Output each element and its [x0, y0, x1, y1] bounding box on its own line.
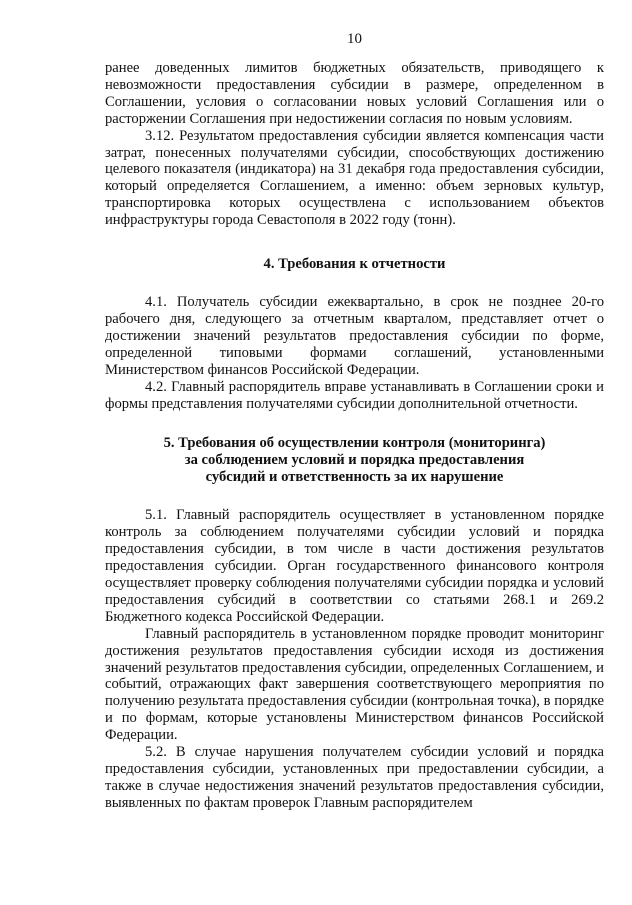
section-5-heading-line: 5. Требования об осуществлении контроля (мониторинга) [163, 435, 546, 452]
section-5-heading [105, 435, 604, 486]
section-5-heading-line: субсидий и ответственность за их нарушение [205, 469, 504, 486]
paragraph-4-2: 4.2. Главный распорядитель вправе устанавливать в Соглашении сроки и формы представления получателями субсидии дополнительной отчетности. [105, 378, 604, 412]
paragraph-5-2: 5.2. В случае нарушения получателем субсидии условий и порядка предоставления субсидии, установленных при предоставлении субсидии, а также в случае недостижения значений результатов предоставления субсидии, выявленных по фактам проверок Главным распорядителем [105, 744, 604, 811]
paragraph-continuation: ранее доведенных лимитов бюджетных обязательств, приводящего к невозможности предоставления субсидии в размере, определенном в Соглашении, условия о согласовании новых условий Соглашения или о расторжении Соглашения при недостижении согласия по новым условиям. [105, 60, 604, 127]
page-number: 10 [347, 31, 362, 47]
section-4-heading: 4. Требования к отчетности [263, 256, 446, 273]
paragraph-4-1: 4.1. Получатель субсидии ежеквартально, в срок не позднее 20-го рабочего дня, следующего за отчетным кварталом, представляет отчет о достижении значений результатов предоставления субсидии по форме, определенной типовыми формами соглашений, установленными Министерством финансов Российской Федерации. [105, 294, 604, 378]
section-5-heading-line: за соблюдением условий и порядка предоставления [184, 452, 525, 469]
paragraph-5-1: 5.1. Главный распорядитель осуществляет в установленном порядке контроль за соблюдением получателями субсидии условий и порядка предоставления субсидии, в том числе в части достижения результатов предоставления субсидии. Орган государственного финансового контроля осуществляет проверку соблюдения получателями субсидии порядка и условий предоставления субсидий в соответствии со статьями 268.1 и 269.2 Бюджетного кодекса Российской Федерации. [105, 507, 604, 625]
paragraph-monitoring: Главный распорядитель в установленном порядке проводит мониторинг достижения результатов предоставления субсидии исходя из достижения значений результатов предоставления субсидии, определенных Соглашением, и событий, отражающих факт завершения соответствующего мероприятия по получению результата предоставления субсидии (контрольная точка), в порядке и по формам, которые установлены Министерством финансов Российской Федерации. [105, 625, 604, 744]
paragraph-3-12: 3.12. Результатом предоставления субсидии является компенсация части затрат, понесенных получателями субсидии, способствующих достижению целевого показателя (индикатора) на 31 декабря года предоставления субсидии, который определяется Соглашением, а именно: объем зерновых культур, транспортировка которых осуществлена с использованием объектов инфраструктуры города Севастополя в 2022 году (тонн). [105, 127, 604, 229]
